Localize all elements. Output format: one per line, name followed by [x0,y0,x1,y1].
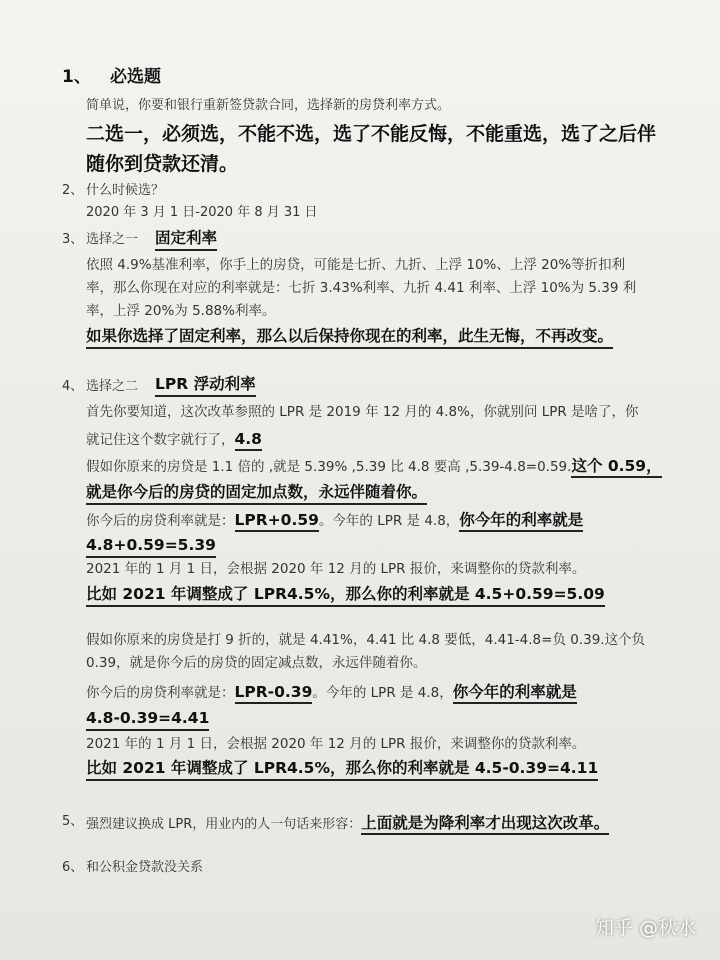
section-1-title: 必选题 [110,67,161,87]
section-2-number: 2、 [62,183,84,198]
section-4-rate-result: 4.8+0.59=5.39 [86,537,216,558]
lpr-plus-formula: LPR+0.59 [235,511,319,532]
this-year-rate-label: 你今年的利率就是 [459,511,583,532]
section-2-title: 什么时候选？ [86,183,165,198]
section-4-label: 选择之二 [86,379,139,394]
section-6-text: 和公积金贷款没关系 [86,860,204,875]
section-1-bold-line-2: 随你到贷款还清。 [86,153,239,175]
section-3-line-1: 依照 4.9%基准利率，你手上的房贷，可能是七折、九折、上浮 10%、上浮 20%等折扣利 [86,257,626,273]
section-2-dates: 2020 年 3 月 1 日-2020 年 8 月 31 日 [86,205,318,220]
section-4-line-7: 2021 年的 1 月 1 日，会根据 2020 年 12 月的 LPR 报价，来调整你的贷款利率。 [86,561,586,577]
this-year-rate-label-2: 你今年的利率就是 [453,683,577,704]
section-4-discount-example-2021: 比如 2021 年调整成了 LPR4.5%，那么你的利率就是 4.5-0.39=4.11 [86,760,598,781]
section-4-discount-rate-result: 4.8-0.39=4.41 [86,710,209,731]
section-4-discount-line-3: 你今后的房贷利率就是：LPR-0.39。今年的 LPR 是 4.8，你今年的利率就是 [86,684,577,702]
section-1-text: 简单说，你要和银行重新签贷款合同，选择新的房贷利率方式。 [86,98,451,113]
section-3-line-2: 率，那么你现在对应的利率就是：七折 3.43%利率、九折 4.41 利率、上浮 10%为 5.39 利 [86,280,637,296]
section-4-line-3: 假如你原来的房贷是 1.1 倍的 ,就是 5.39% ,5.39 比 4.8 要高 ,5.39-4.8=0.59.这个 0.59， [86,458,662,476]
section-3-label: 选择之一 [86,232,139,247]
markup-highlight: 这个 0.59， [571,457,661,478]
lpr-minus-formula: LPR-0.39 [235,683,313,704]
section-5-conclusion: 上面就是为降利率才出现这次改革。 [361,814,609,835]
section-4-line-1: 首先你要知道，这次改革参照的 LPR 是 2019 年 12 月的 4.8%，你就别问 LPR 是啥了，你 [86,404,639,420]
section-1-number: 1、 [62,67,91,87]
lpr-base-value: 4.8 [235,430,262,451]
zhihu-watermark: 知乎 @秋水 [594,917,696,939]
section-3-title: 固定利率 [155,230,217,251]
section-5-text: 强烈建议换成 LPR，用业内的人一句话来形容：上面就是为降利率才出现这次改革。 [86,815,609,833]
section-4-markup-conclusion: 就是你今后的房贷的固定加点数，永远伴随着你。 [86,484,427,505]
section-1-bold-line-1: 二选一，必须选，不能不选，选了不能反悔，不能重选，选了之后伴 [86,123,657,145]
section-4-discount-line-2: 0.39，就是你今后的房贷的固定减点数，永远伴随着你。 [86,655,427,671]
section-4-discount-line-1: 假如你原来的房贷是打 9 折的，就是 4.41%，4.41 比 4.8 要低，4.41-4.8=负 0.39.这个负 [86,632,646,648]
section-4-line-5: 你今后的房贷利率就是：LPR+0.59。今年的 LPR 是 4.8，你今年的利率就是 [86,512,583,530]
section-3-number: 3、 [62,232,84,247]
section-3-conclusion: 如果你选择了固定利率，那么以后保持你现在的利率，此生无悔，不再改变。 [86,328,613,349]
section-4-example-2021: 比如 2021 年调整成了 LPR4.5%，那么你的利率就是 4.5+0.59=5.09 [86,586,605,607]
section-3-line-3: 率，上浮 20%为 5.88%利率。 [86,303,276,319]
section-5-number: 5、 [62,814,84,829]
section-4-number: 4、 [62,379,84,394]
section-4-title: LPR 浮动利率 [155,376,256,397]
section-4-line-2: 就记住这个数字就行了，4.8 [86,431,262,449]
section-4-discount-line-5: 2021 年的 1 月 1 日，会根据 2020 年 12 月的 LPR 报价，来调整你的贷款利率。 [86,736,586,752]
section-6-number: 6、 [62,860,84,875]
